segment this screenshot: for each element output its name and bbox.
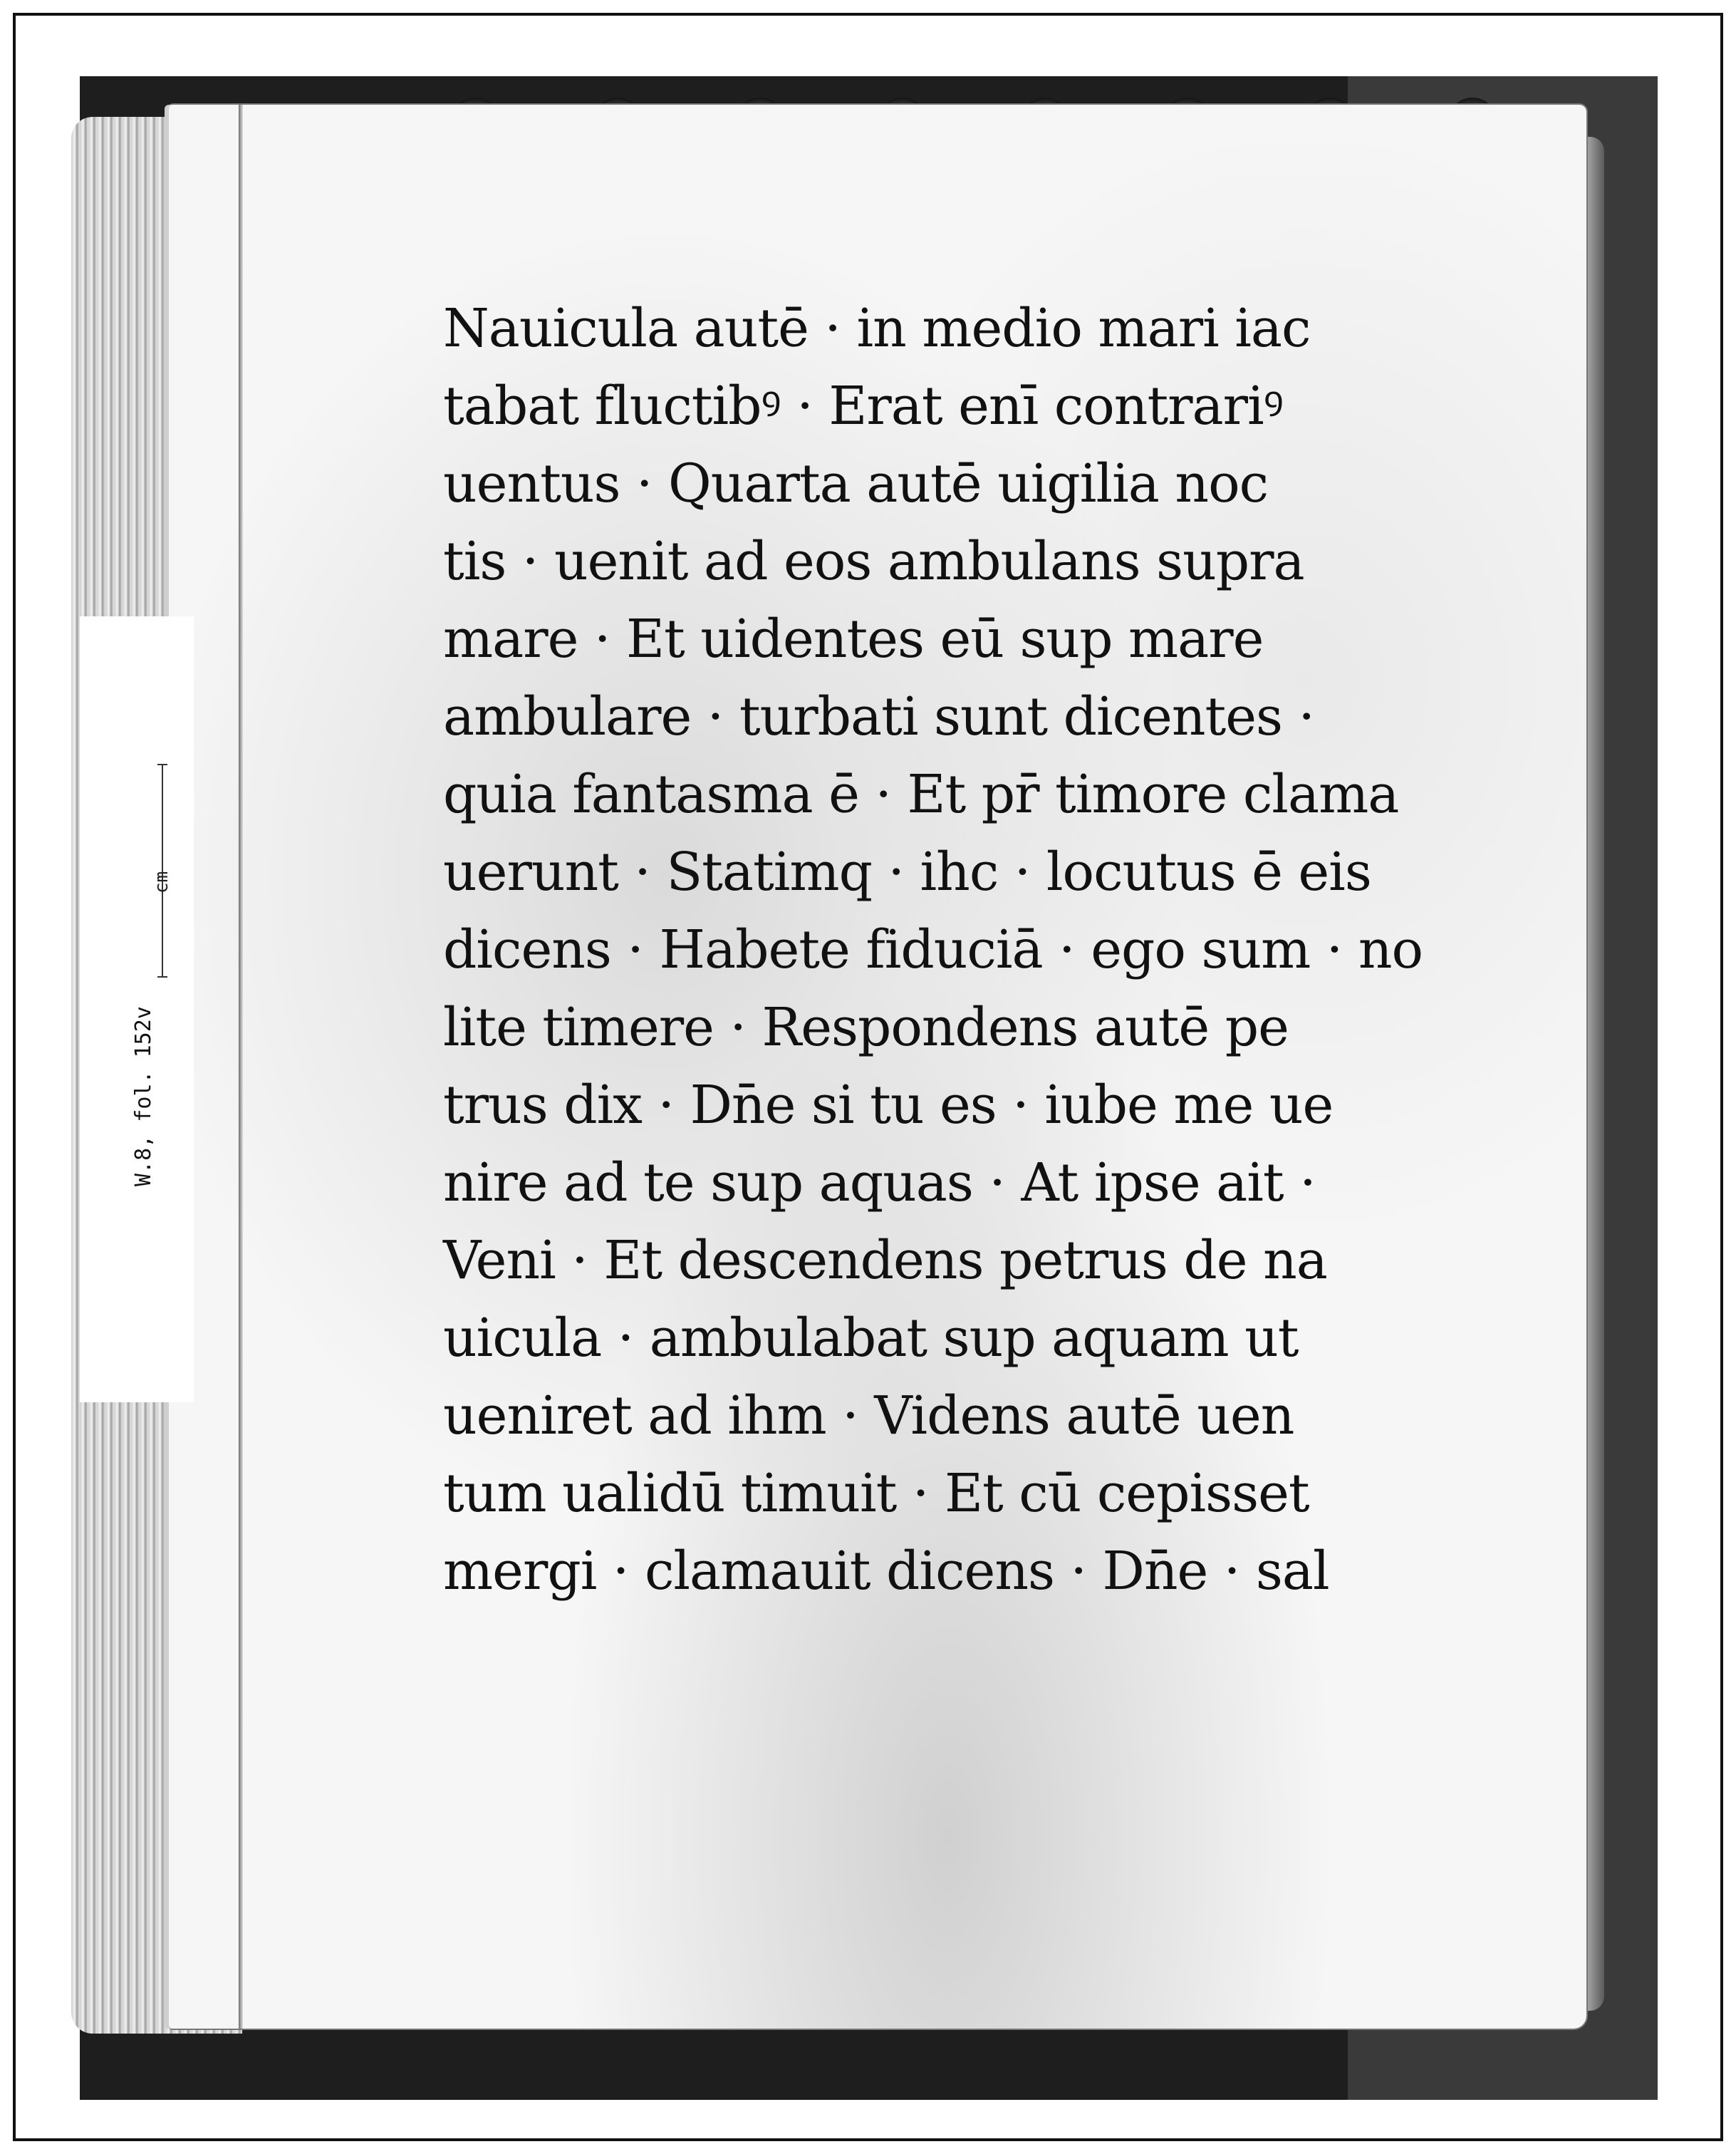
photo-frame bbox=[13, 13, 1723, 2141]
text-line: quia fantasma ē · Et pr̄ timore clama bbox=[443, 764, 1399, 825]
text-line: Veni · Et descendens petrus de na bbox=[443, 1230, 1327, 1291]
shelfmark-text: W.8, fol. 152v bbox=[131, 1006, 156, 1186]
text-line: dicens · Habete fiduciā · ego sum · no bbox=[443, 919, 1423, 980]
text-line: Nauicula autē · in medio mari iac bbox=[443, 298, 1311, 359]
text-line: uicula · ambulabat sup aquam ut bbox=[443, 1308, 1299, 1369]
text-line: trus dix · Dn̄e si tu es · iube me ue bbox=[443, 1075, 1334, 1136]
text-line: mare · Et uidentes eū sup mare bbox=[443, 609, 1264, 670]
text-line: lite timere · Respondens autē pe bbox=[443, 997, 1289, 1058]
text-line: ambulare · turbati sunt dicentes · bbox=[443, 686, 1315, 747]
text-line: tabat fluctibꝰ · Erat enī contrariꝰ bbox=[443, 376, 1283, 437]
manuscript-text bbox=[443, 290, 1455, 1610]
text-line: ueniret ad ihm · Videns autē uen bbox=[443, 1385, 1294, 1446]
text-line: nire ad te sup aquas · At ipse ait · bbox=[443, 1152, 1316, 1213]
text-line: tum ualidū timuit · Et cū cepisset bbox=[443, 1463, 1309, 1524]
text-line: uerunt · Statimq · ihc · locutus ē eis bbox=[443, 842, 1371, 903]
gutter-line bbox=[239, 105, 243, 2029]
text-line: tis · uenit ad eos ambulans supra bbox=[443, 531, 1304, 592]
text-line: uentus · Quarta autē uigilia noc bbox=[443, 453, 1269, 514]
text-line: mergi · clamauit dicens · Dn̄e · sal bbox=[443, 1541, 1329, 1602]
scale-unit-label: cm bbox=[151, 871, 172, 894]
